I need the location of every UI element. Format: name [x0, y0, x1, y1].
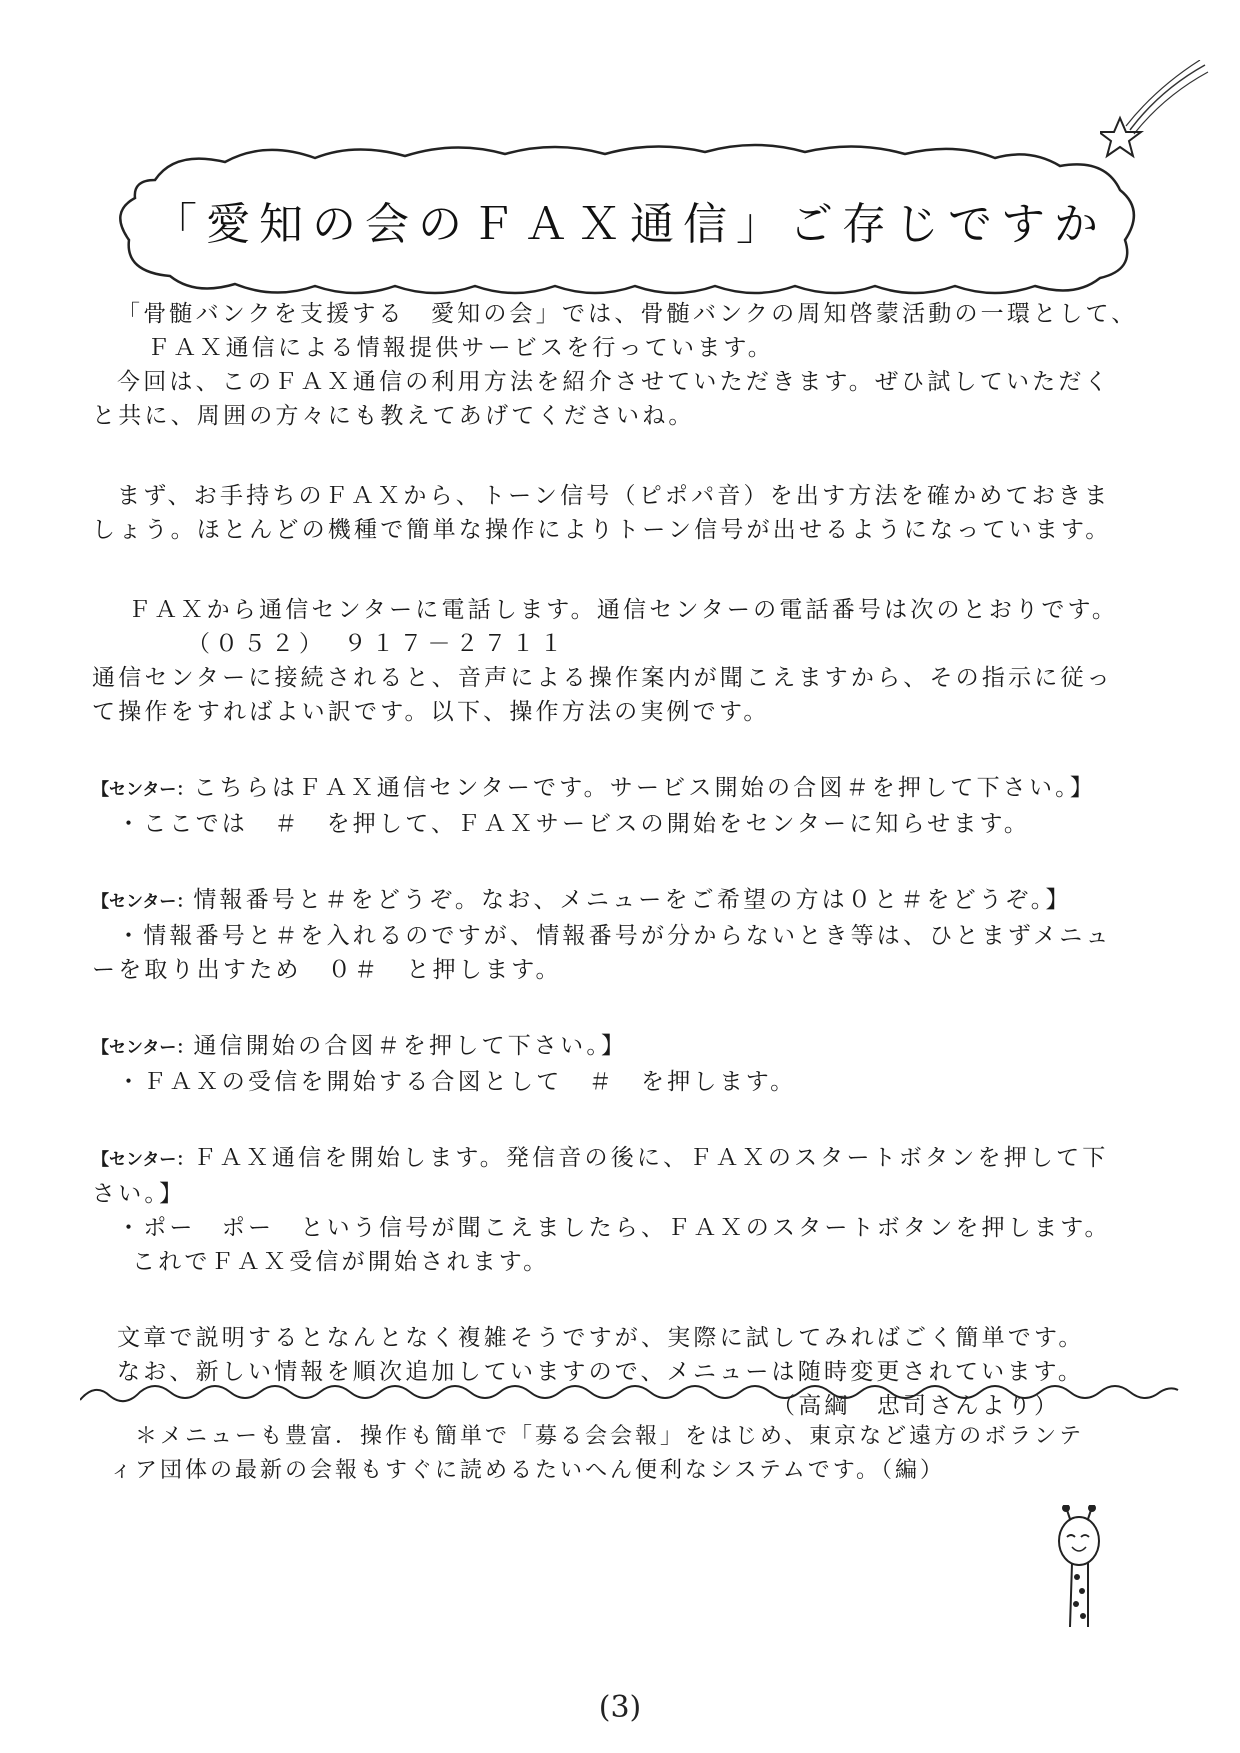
center-message [92, 1029, 1182, 1065]
center-message [92, 883, 1182, 919]
center-text: 通信開始の合図＃を押して下さい。】 [193, 1033, 628, 1059]
center-text: ＦＡＸ通信を開始します。発信音の後に、ＦＡＸのスタートボタンを押して下 [193, 1145, 1109, 1171]
page-number: (3) [598, 1690, 642, 1725]
editor-note-line: ＊メニューも豊富．操作も簡単で「募る会会報」をはじめ、東京など遠方のボランテ [135, 1424, 1085, 1449]
center-tag: 【センター： [92, 1038, 194, 1058]
intro-line: と共に、周囲の方々にも教えてあげてくださいね。 [92, 403, 695, 429]
step-note: ・情報番号と＃を入れるのですが、情報番号が分からないとき等は、ひとまずメニュ [117, 923, 1112, 949]
wavy-divider [80, 1378, 1180, 1408]
editor-note-line: ィア団体の最新の会報もすぐに読めるたいへん便利なシステムです。（編） [110, 1458, 946, 1483]
closing-line: 文章で説明するとなんとなく複雑そうですが、実際に試してみればごく簡単です。 [117, 1325, 1085, 1351]
credit: （高綱 忠司さんより） [772, 1393, 1061, 1419]
shooting-star-icon [1100, 60, 1210, 170]
tone-line: まず、お手持ちのＦＡＸから、トーン信号（ピポパ音）を出す方法を確かめておきま [117, 483, 1111, 509]
center-tag: 【センター： [92, 892, 194, 912]
step-note: ーを取り出すため ０＃ と押します。 [92, 957, 562, 983]
title-cloud [115, 140, 1145, 295]
intro-line: 「骨髄バンクを支援する 愛知の会」では、骨髄バンクの周知啓蒙活動の一環として、 [117, 301, 1138, 327]
intro-line: 今回は、このＦＡＸ通信の利用方法を紹介させていただきます。ぜひ試していただく [117, 369, 1111, 395]
step-note: これでＦＡＸ受信が開始されます。 [132, 1249, 550, 1275]
giraffe-icon [1050, 1505, 1120, 1630]
phone-number: （０５２） ９１７－２７１１ [187, 631, 568, 657]
center-message [92, 771, 1182, 807]
call-line: ＦＡＸから通信センターに電話します。通信センターの電話番号は次のとおりです。 [128, 597, 1119, 623]
step-note: ・ここでは ＃ を押して、ＦＡＸサービスの開始をセンターに知らせます。 [117, 811, 1031, 837]
center-tag: 【センター： [92, 780, 194, 800]
tone-line: しょう。ほとんどの機種で簡単な操作によりトーン信号が出せるようになっています。 [92, 517, 1112, 543]
intro-line: ＦＡＸ通信による情報提供サービスを行っています。 [147, 335, 774, 361]
call-line: て操作をすればよい訳です。以下、操作方法の実例です。 [92, 699, 770, 725]
article-body [92, 297, 1182, 1423]
center-message [92, 1141, 1182, 1177]
page-title: 「愛知の会のＦＡＸ通信」ご存じですか [153, 199, 1107, 250]
center-text: こちらはＦＡＸ通信センターです。サービス開始の合図＃を押して下さい。】 [193, 775, 1097, 801]
closing-line: なお、新しい情報を順次追加していますので、メニューは随時変更されています。 [117, 1359, 1085, 1385]
editor-note [110, 1420, 1180, 1488]
step-note: ・ポー ポー という信号が聞こえましたら、ＦＡＸのスタートボタンを押します。 [117, 1215, 1111, 1241]
step-note: ・ＦＡＸの受信を開始する合図として ＃ を押します。 [117, 1069, 797, 1095]
center-tag: 【センター： [92, 1150, 194, 1170]
call-line: 通信センターに接続されると、音声による操作案内が聞こえますから、その指示に従っ [92, 665, 1113, 691]
center-message-cont: さい。】 [92, 1181, 186, 1207]
center-text: 情報番号と＃をどうぞ。なお、メニューをご希望の方は０と＃をどうぞ。】 [193, 887, 1072, 913]
